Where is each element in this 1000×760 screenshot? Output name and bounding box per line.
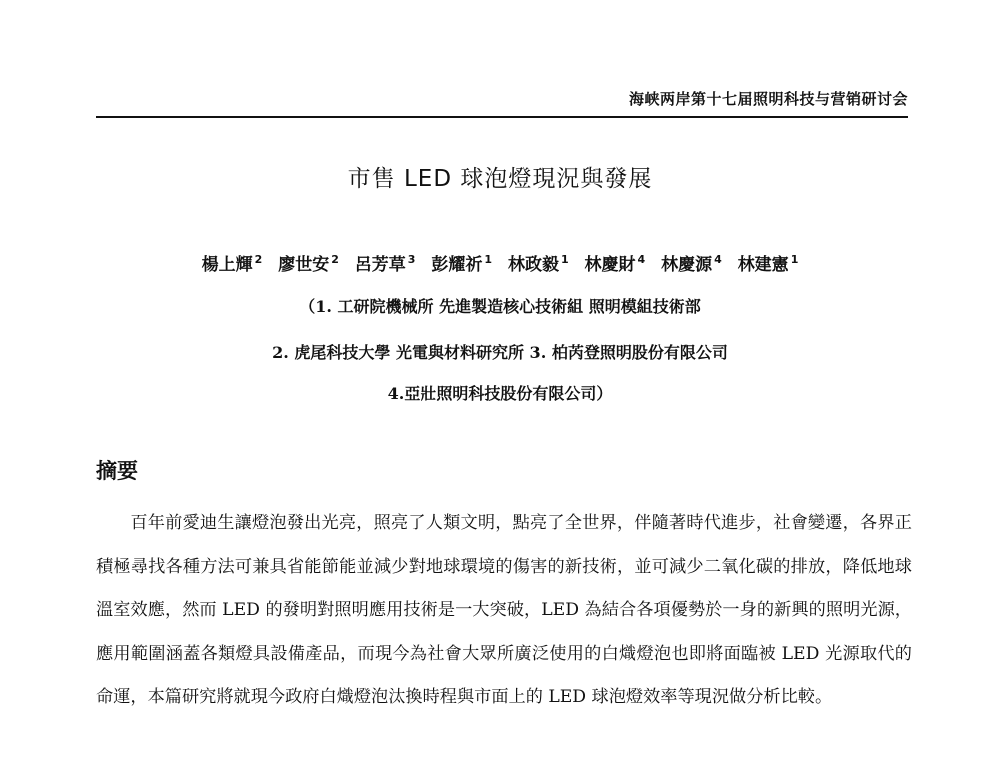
paper-title: 市售 LED 球泡燈現況與發展 [347,166,653,192]
author-name: 林建憲 [737,255,789,275]
author-affiliation-mark: 2 [331,253,339,267]
author-name: 林政毅 [507,255,559,275]
author-affiliation-mark: 3 [407,253,416,267]
author-affiliation-mark: 4 [637,253,646,267]
author [278,255,339,275]
author-name: 彭耀祈 [431,255,483,275]
author-name: 廖世安 [278,255,330,275]
author-affiliation-mark: 4 [714,253,722,267]
author [431,255,492,275]
author [355,255,416,275]
running-header: 海峡两岸第十七届照明科技与营销研讨会 [628,90,908,108]
author-name: 呂芳草 [354,255,406,275]
author [508,255,569,275]
author-name: 林慶源 [661,255,713,275]
header-rule [96,116,908,118]
author-affiliation-mark: 2 [254,253,263,267]
affiliation-line-3: 4.亞壯照明科技股份有限公司） [387,384,613,403]
author-affiliation-mark: 1 [484,253,493,267]
author-name: 楊上輝 [201,255,253,275]
author-name: 林慶財 [584,255,636,275]
affiliation-line-2: 2. 虎尾科技大學 光電與材料研究所 3. 柏芮登照明股份有限公司 [272,343,728,362]
author-list [0,250,1000,275]
author-affiliation-mark: 1 [560,253,569,267]
author [738,255,799,275]
author [661,255,722,275]
abstract-paragraph: 百年前愛迪生讓燈泡發出光亮，照亮了人類文明，點亮了全世界，伴隨著時代進步，社會變遷，各界正積極尋找各種方法可兼具省能節能並減少對地球環境的傷害的新技術，並可減少二氧化碳的排放，降低地球溫室效應，然而 LED 的發明對照明應用技術是一大突破，LED 為結合各項優勢於一身的新興的照明光源，應用範圍涵蓋各類燈具設備產品，而現今為社會大眾所廣泛使用的白熾燈泡也即將面臨被 LED 光源取代的命運，本篇研究將就現今政府白熾燈泡汰換時程與市面上的 LED 球泡燈效率等現況做分析比較。 [96,513,912,707]
author [202,255,263,275]
author-affiliation-mark: 1 [790,253,799,267]
affiliation-line-1: （1. 工研院機械所 先進製造核心技術組 照明模組技術部 [299,297,701,316]
author [585,255,646,275]
abstract-heading: 摘要 [96,459,138,483]
